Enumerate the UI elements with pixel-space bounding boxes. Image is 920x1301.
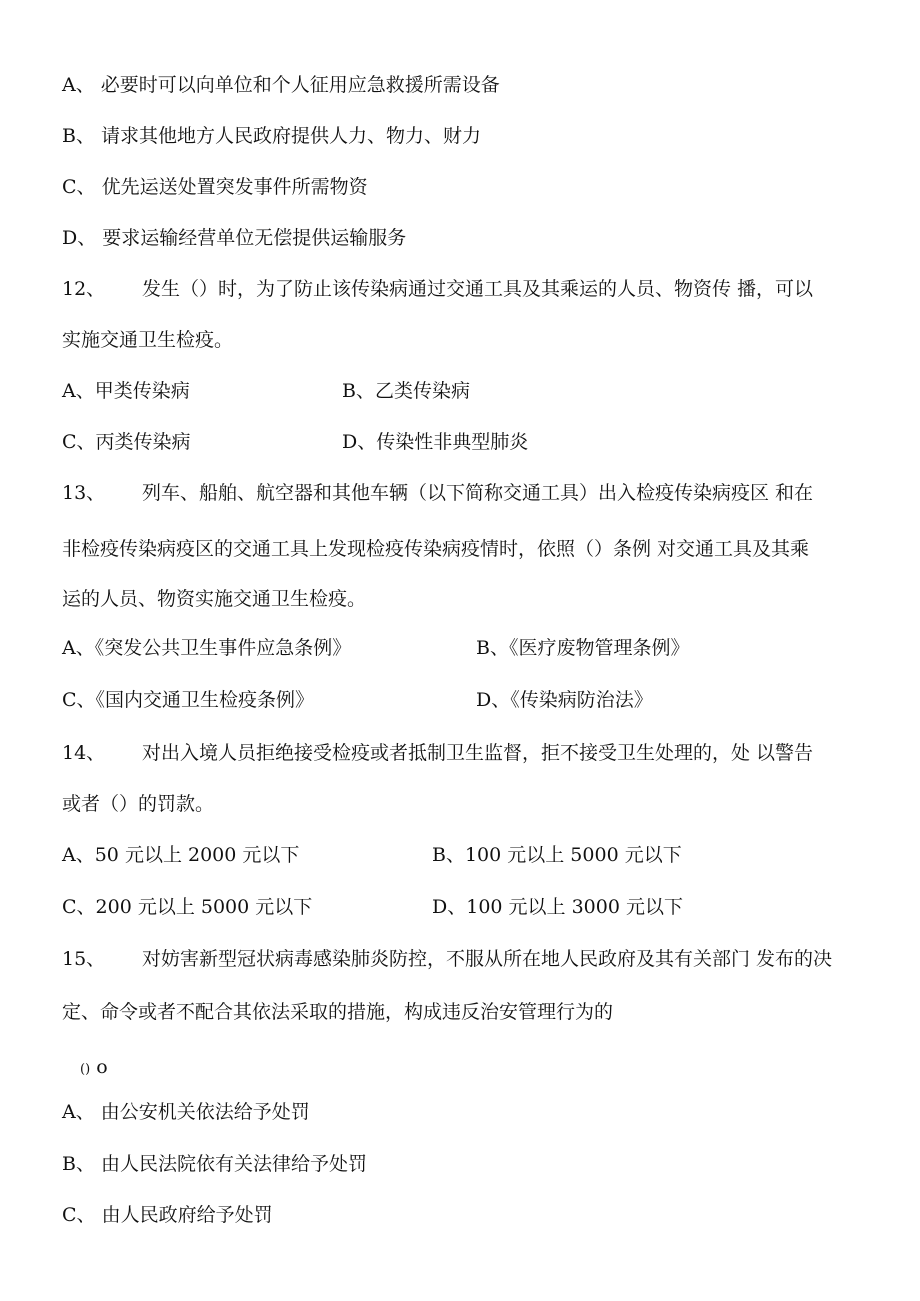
q13-option-d: D、《传染病防治法》: [476, 689, 653, 711]
q12-option-a: A、甲类传染病: [62, 380, 190, 402]
q15-blank-parentheses: (): [80, 1062, 91, 1077]
q15-option-a: A、 由公安机关依法给予处罚: [62, 1101, 310, 1123]
q15-answer-blank: [80, 1055, 108, 1082]
q14-option-c: C、200 元以上 5000 元以下: [62, 896, 313, 918]
q15-stem-line2: 定、命令或者不配合其依法采取的措施，构成违反治安管理行为的: [62, 1001, 614, 1023]
q13-option-a: A、《突发公共卫生事件应急条例》: [62, 637, 352, 659]
q12-option-b: B、乙类传染病: [342, 380, 470, 402]
q15-option-b: B、 由人民法院依有关法律给予处罚: [62, 1153, 368, 1175]
q13-stem-line1: 列车、船舶、航空器和其他车辆（以下简称交通工具）出入检疫传染病疫区 和在: [142, 482, 814, 504]
q12-stem-line1: 发生（）时，为了防止该传染病通过交通工具及其乘运的人员、物资传 播，可以: [142, 278, 814, 300]
q13-stem-line2: 非检疫传染病疫区的交通工具上发现检疫传染病疫情时，依照（）条例 对交通工具及其乘: [62, 538, 810, 560]
q12-option-c: C、丙类传染病: [62, 431, 191, 453]
q11-option-b: B、 请求其他地方人民政府提供人力、物力、财力: [62, 125, 482, 147]
q15-stem-line1: 对妨害新型冠状病毒感染肺炎防控，不服从所在地人民政府及其有关部门 发布的决: [142, 948, 833, 970]
q13-stem-line3: 运的人员、物资实施交通卫生检疫。: [62, 588, 367, 610]
q15-option-c: C、 由人民政府给予处罚: [62, 1204, 273, 1226]
q14-stem-line2: 或者（）的罚款。: [62, 793, 215, 815]
q13-option-c: C、《国内交通卫生检疫条例》: [62, 689, 315, 711]
q14-option-b: B、100 元以上 5000 元以下: [432, 844, 682, 866]
q13-number: 13、: [62, 482, 106, 504]
q11-option-d: D、 要求运输经营单位无偿提供运输服务: [62, 227, 407, 249]
q13-option-b: B、《医疗废物管理条例》: [476, 637, 690, 659]
q11-option-c: C、 优先运送处置突发事件所需物资: [62, 176, 368, 198]
q12-option-d: D、传染性非典型肺炎: [342, 431, 529, 453]
q15-number: 15、: [62, 948, 106, 970]
q11-option-a: A、 必要时可以向单位和个人征用应急救援所需设备: [62, 74, 500, 96]
q14-stem-line1: 对出入境人员拒绝接受检疫或者抵制卫生监督，拒不接受卫生处理的，处 以警告: [142, 742, 814, 764]
q14-option-d: D、100 元以上 3000 元以下: [432, 896, 683, 918]
q12-number: 12、: [62, 278, 106, 300]
q12-stem-line2: 实施交通卫生检疫。: [62, 329, 234, 351]
q14-option-a: A、50 元以上 2000 元以下: [62, 844, 300, 866]
q14-number: 14、: [62, 742, 106, 764]
q15-blank-mark: o: [90, 1056, 108, 1078]
